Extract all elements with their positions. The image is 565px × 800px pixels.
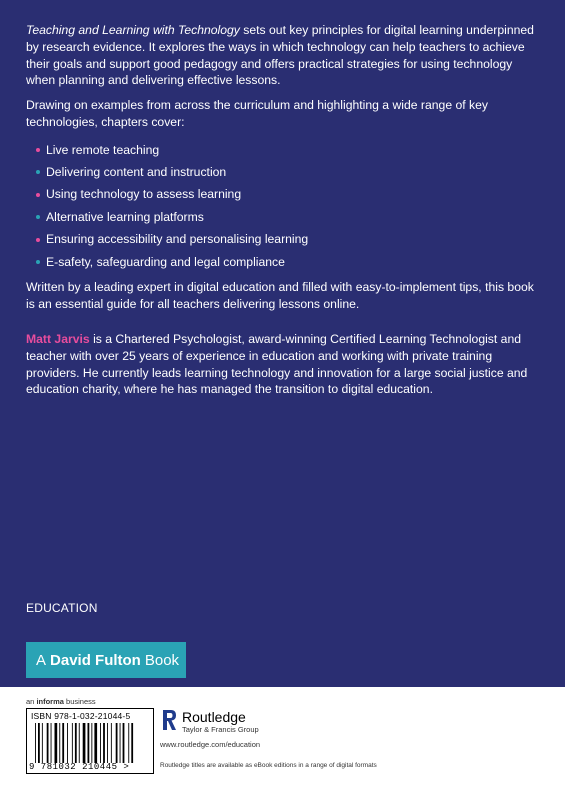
imprint-suffix: Book (144, 651, 180, 669)
barcode-bar (38, 723, 40, 763)
barcode (26, 708, 154, 774)
ebook-note: Routledge titles are available as eBook editions in a range of digital formats (160, 762, 377, 769)
barcode-bar (47, 723, 49, 763)
barcode-bar (67, 723, 68, 763)
barcode-bar (120, 723, 121, 763)
chapter-list-item-label: Alternative learning platforms (46, 209, 204, 224)
chapter-list-item-label: Ensuring accessibility and personalising learning (46, 232, 309, 247)
barcode-bar (83, 723, 86, 763)
chapter-list-item (36, 206, 541, 228)
chapter-list-item-label: Using technology to assess learning (46, 187, 242, 202)
barcode-bar (107, 723, 108, 763)
barcode-bar (51, 723, 52, 763)
book-title-italic: Teaching and Learning with Technology (26, 23, 240, 37)
imprint-band (26, 642, 186, 678)
barcode-bar (100, 723, 101, 763)
barcode-bar (62, 723, 64, 763)
informa-prefix: an (26, 697, 35, 706)
chapter-list-item (36, 251, 541, 273)
barcode-bar (79, 723, 80, 763)
chapter-list-item (36, 161, 541, 183)
barcode-bar (111, 723, 112, 763)
publisher-group: Taylor & Francis Group (182, 725, 259, 734)
subject-label: EDUCATION (26, 601, 98, 615)
barcode-bar (72, 723, 73, 763)
author-bio (26, 331, 546, 398)
chapter-list-item-label: Live remote teaching (46, 142, 160, 157)
barcode-bar (131, 723, 133, 763)
imprint-name: David Fulton (50, 651, 141, 669)
author-name: Matt Jarvis (26, 332, 90, 346)
barcode-bar (116, 723, 118, 763)
informa-line (26, 697, 96, 706)
barcode-bar (88, 723, 90, 763)
informa-brand: informa (36, 697, 64, 706)
lead-in-paragraph: Drawing on examples from across the curriculum and highlighting a wide range of key technologies, chapters cover: (26, 98, 489, 129)
chapter-list-item (36, 139, 541, 161)
barcode-bar (91, 723, 92, 763)
bullet-dot-icon (36, 148, 40, 152)
imprint-prefix: A (36, 651, 47, 669)
barcode-bar (103, 723, 105, 763)
routledge-logo-icon (160, 708, 178, 732)
isbn-label: ISBN 978-1-032-21044-5 (31, 711, 131, 721)
chapter-list (36, 139, 541, 273)
chapter-list-item-label: E-safety, safeguarding and legal compliance (46, 254, 285, 269)
bullet-dot-icon (36, 215, 40, 219)
back-cover-blurb (26, 22, 541, 321)
bullet-dot-icon (36, 193, 40, 197)
barcode-bar (59, 723, 60, 763)
intro-paragraph (26, 22, 541, 89)
intro-text: sets out key principles for digital learning underpinned by research evidence. It explores the ways in which technology can help teachers to achieve their goals and support good pedagogy and offers practical strategies for using technology when planning and delivering effective lessons. (26, 23, 534, 88)
barcode-bars (35, 723, 147, 763)
barcode-bar (35, 723, 36, 763)
barcode-bar (128, 723, 129, 763)
bullet-dot-icon (36, 238, 40, 242)
author-bio-text: is a Chartered Psychologist, award-winning Certified Learning Technologist and teacher with over 25 years of experience in education and working with private training providers. He currently leads learning technology and innovation for a large social justice and education charity, where he has managed the transition to digital education. (26, 332, 528, 397)
barcode-bar (94, 723, 97, 763)
chapter-list-item (36, 184, 541, 206)
informa-suffix: business (66, 697, 96, 706)
publisher-url: www.routledge.com/education (160, 740, 261, 749)
barcode-digits: 9 781032 210445 > (29, 762, 130, 772)
chapter-list-item (36, 228, 541, 250)
barcode-bar (55, 723, 58, 763)
barcode-bar (75, 723, 77, 763)
bullet-dot-icon (36, 170, 40, 174)
barcode-bar (123, 723, 125, 763)
chapter-list-item-label: Delivering content and instruction (46, 164, 227, 179)
barcode-bar (42, 723, 43, 763)
bullet-dot-icon (36, 260, 40, 264)
closing-paragraph: Written by a leading expert in digital education and filled with easy-to-implement tips, this book is an essential guide for all teachers delivering lessons online. (26, 280, 534, 311)
publisher-name: Routledge (182, 709, 246, 725)
